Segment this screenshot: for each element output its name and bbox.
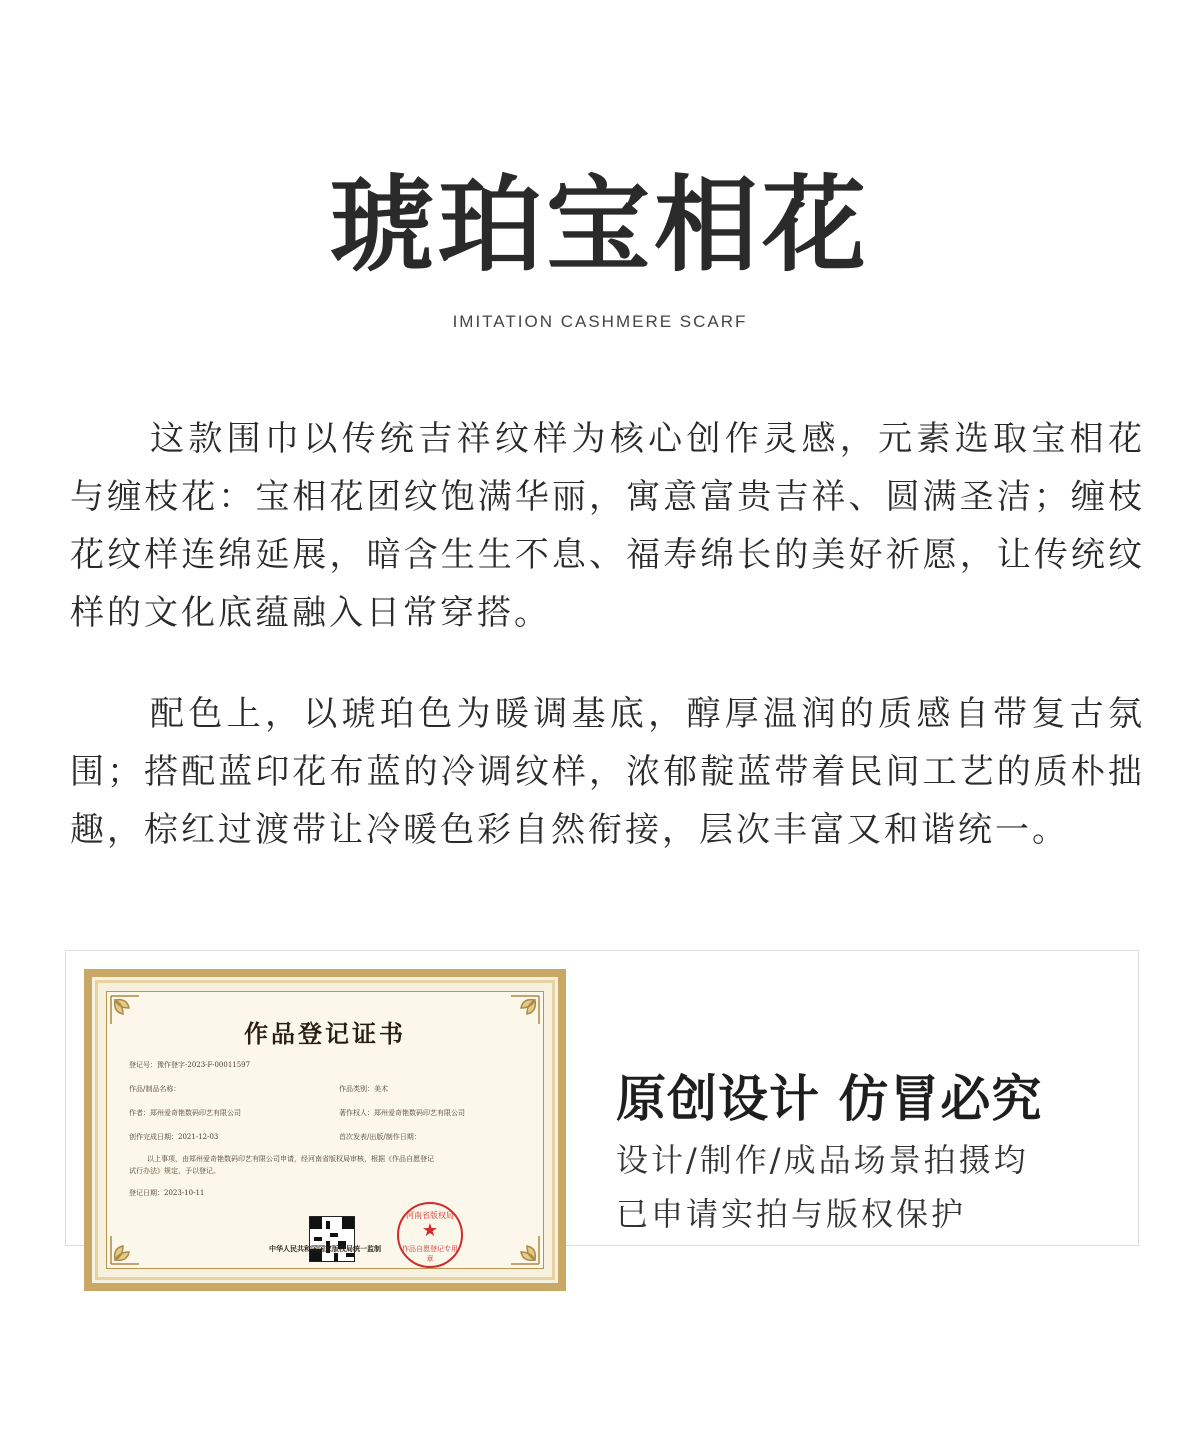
certificate-created: 创作完成日期：2021-12-03 bbox=[129, 1133, 219, 1141]
seal-top-text: 河南省版权局 bbox=[406, 1211, 454, 1220]
certificate-statement-1: 以上事项，由郑州爱奇艳数码印艺有限公司申请，经河南省版权局审核，根据《作品自愿登记 bbox=[147, 1155, 434, 1163]
certificate-reg-no: 登记号：豫作登字-2023-F-00011597 bbox=[129, 1061, 251, 1069]
certificate-owner: 著作权人：郑州爱奇艳数码印艺有限公司 bbox=[339, 1109, 465, 1117]
copyright-heading: 原创设计 仿冒必究 bbox=[616, 1070, 1043, 1128]
red-seal-stamp bbox=[397, 1202, 463, 1268]
certificate-reg-date: 登记日期：2023-10-11 bbox=[129, 1189, 205, 1197]
description-paragraph-1: 这款围巾以传统吉祥纹样为核心创作灵感，元素选取宝相花与缠枝花：宝相花团纹饱满华丽，寓意富贵吉祥、圆满圣洁；缠枝花纹样连绵延展，暗含生生不息、福寿绵长的美好祈愿，让传统纹样的文化底蕴融入日常穿搭。 bbox=[70, 419, 1145, 633]
certificate-title: 作品登记证书 bbox=[244, 1019, 406, 1048]
certificate-image bbox=[84, 969, 566, 1291]
description-paragraph-2: 配色上，以琥珀色为暖调基底，醇厚温润的质感自带复古氛围；搭配蓝印花布蓝的冷调纹样，浓郁靛蓝带着民间工艺的质朴拙趣，棕红过渡带让冷暖色彩自然衔接，层次丰富又和谐统一。 bbox=[70, 694, 1145, 850]
copyright-text-line-2: 已申请实拍与版权保护 bbox=[616, 1195, 967, 1233]
certificate-work-name: 作品/制品名称： bbox=[129, 1085, 181, 1093]
certificate-statement-2: 试行办法》规定，予以登记。 bbox=[129, 1167, 220, 1175]
certificate-author: 作者：郑州爱奇艳数码印艺有限公司 bbox=[129, 1109, 241, 1117]
certificate-footer: 中华人民共和国国家版权局统一监制 bbox=[269, 1244, 381, 1253]
qr-code-icon bbox=[309, 1216, 355, 1262]
copyright-text-line-1: 设计/制作/成品场景拍摄均 bbox=[616, 1141, 1029, 1179]
certificate-frame bbox=[106, 991, 544, 1269]
page-subtitle: IMITATION CASHMERE SCARF bbox=[452, 312, 748, 331]
copyright-text bbox=[616, 1133, 1116, 1241]
seal-bottom-text: 作品自愿登记专用章 bbox=[402, 1245, 458, 1263]
certificate-work-type: 作品类别：美术 bbox=[339, 1085, 388, 1093]
certificate-published: 首次发表/出版/制作日期： bbox=[339, 1133, 421, 1141]
page-title: 琥珀宝相花 bbox=[329, 163, 870, 286]
copyright-card bbox=[65, 950, 1139, 1263]
star-icon: ★ bbox=[421, 1220, 439, 1241]
